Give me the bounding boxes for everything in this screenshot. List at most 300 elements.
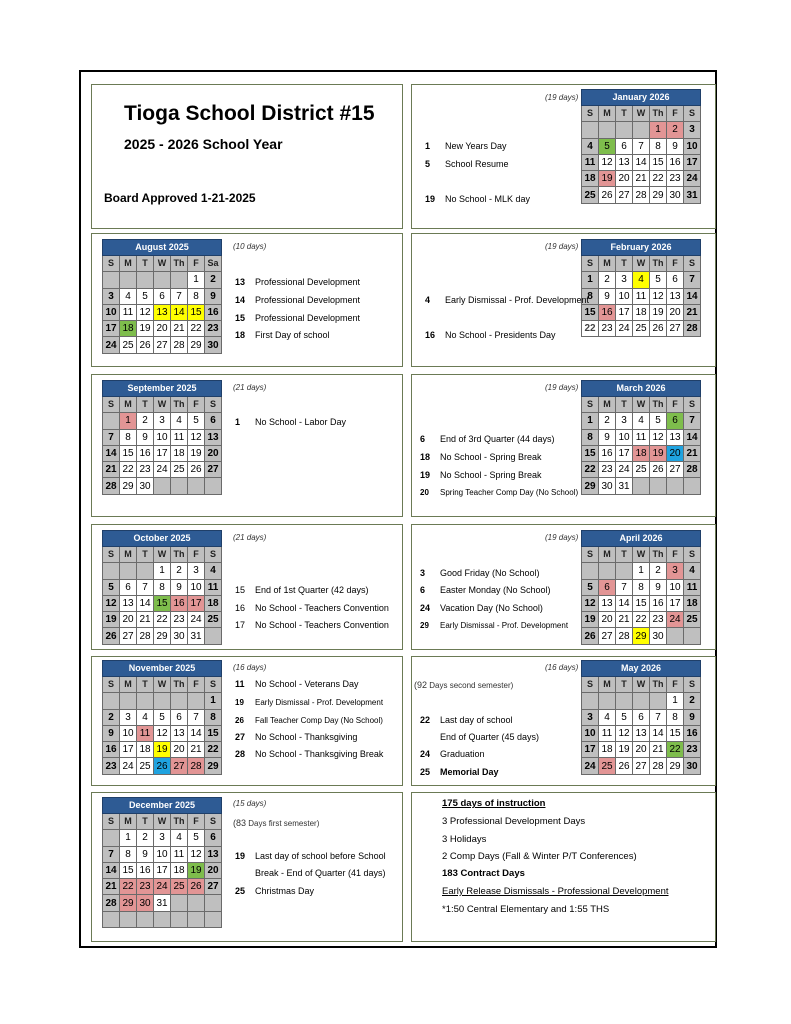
day-cell: 6 (120, 579, 137, 595)
event-day: 3 (420, 568, 426, 578)
weekday-header: F (667, 256, 684, 272)
day-cell: 26 (188, 462, 205, 478)
empty-cell (137, 272, 154, 288)
note-dec-num: (83 (233, 818, 247, 828)
weekday-header: Th (650, 397, 667, 413)
weekday-header: Th (650, 256, 667, 272)
day-cell: 13 (599, 595, 616, 611)
day-cell: 31 (188, 628, 205, 644)
day-cell: 2 (684, 693, 701, 709)
empty-cell (205, 895, 222, 911)
weekday-header: F (188, 256, 205, 272)
day-cell: 22 (188, 321, 205, 337)
day-cell: 24 (582, 758, 599, 774)
note-may-text: Days second semester) (429, 681, 514, 690)
event-apr (420, 585, 551, 596)
day-cell: 22 (582, 321, 599, 337)
day-cell: 8 (205, 709, 222, 725)
event-day: 5 (425, 159, 431, 169)
day-cell: 28 (103, 478, 120, 494)
day-cell: 9 (650, 579, 667, 595)
event-may (420, 749, 485, 760)
empty-cell (667, 478, 684, 494)
day-cell: 25 (171, 879, 188, 895)
day-cell: 17 (154, 445, 171, 461)
weekday-header: T (616, 397, 633, 413)
event-day: 18 (420, 452, 431, 462)
day-cell: 1 (154, 563, 171, 579)
day-cell: 28 (137, 628, 154, 644)
day-cell: 26 (650, 321, 667, 337)
board-approval: Board Approved 1-21-2025 (104, 191, 256, 205)
school-year: 2025 - 2026 School Year (124, 136, 283, 152)
weekday-header: S (103, 677, 120, 693)
day-cell: 1 (582, 413, 599, 429)
weekday-header: S (684, 256, 701, 272)
weekday-header: S (205, 547, 222, 563)
day-cell: 28 (684, 321, 701, 337)
day-cell: 22 (120, 879, 137, 895)
empty-cell (103, 413, 120, 429)
calendar-sep (102, 380, 222, 495)
note-may (414, 680, 513, 690)
day-cell: 11 (633, 429, 650, 445)
weekday-header: S (103, 814, 120, 830)
event-day: 19 (425, 194, 436, 204)
event-text: Christmas Day (255, 886, 315, 896)
calendar-jan (581, 89, 701, 204)
event-may (420, 732, 539, 743)
day-cell: 14 (633, 154, 650, 170)
event-dec (235, 868, 386, 879)
day-cell: 20 (667, 445, 684, 461)
day-cell: 12 (137, 304, 154, 320)
day-cell: 15 (582, 445, 599, 461)
day-cell: 8 (633, 579, 650, 595)
weekday-header: Sa (205, 256, 222, 272)
note-may-num: (92 (414, 680, 428, 690)
weekday-header: Th (650, 547, 667, 563)
day-cell: 28 (684, 462, 701, 478)
month-title-dec: December 2025 (103, 798, 222, 814)
day-cell: 23 (137, 879, 154, 895)
weekday-header: W (633, 547, 650, 563)
day-cell: 19 (650, 445, 667, 461)
weekday-header: W (154, 814, 171, 830)
day-cell: 1 (205, 693, 222, 709)
day-cell: 27 (667, 462, 684, 478)
empty-cell (120, 911, 137, 927)
day-cell: 21 (137, 612, 154, 628)
event-feb (425, 295, 589, 306)
weekday-header: M (120, 814, 137, 830)
event-apr (420, 568, 540, 579)
day-cell: 14 (137, 595, 154, 611)
day-cell: 1 (650, 122, 667, 138)
day-cell: 26 (188, 879, 205, 895)
day-cell: 27 (120, 628, 137, 644)
event-text: School Resume (445, 159, 509, 169)
day-cell: 19 (582, 612, 599, 628)
day-cell: 9 (667, 138, 684, 154)
day-cell: 2 (103, 709, 120, 725)
summary-pd: 3 Professional Development Days (442, 816, 586, 827)
day-cell: 13 (667, 429, 684, 445)
count-mar: (19 days) (545, 383, 579, 392)
empty-cell (120, 272, 137, 288)
day-cell: 2 (599, 413, 616, 429)
weekday-header: S (103, 397, 120, 413)
day-cell: 27 (154, 337, 171, 353)
day-cell: 17 (616, 445, 633, 461)
calendar-oct (102, 530, 222, 645)
day-cell: 17 (616, 304, 633, 320)
empty-cell (171, 911, 188, 927)
day-cell: 22 (205, 742, 222, 758)
event-day: 6 (420, 585, 426, 595)
day-cell: 12 (154, 725, 171, 741)
weekday-header: Th (650, 106, 667, 122)
event-text: Professional Development (255, 313, 361, 323)
day-cell: 3 (120, 709, 137, 725)
day-cell: 22 (154, 612, 171, 628)
weekday-header: Th (171, 547, 188, 563)
day-cell: 25 (633, 321, 650, 337)
day-cell: 5 (650, 272, 667, 288)
day-cell: 29 (633, 628, 650, 644)
day-cell: 9 (205, 288, 222, 304)
day-cell: 20 (616, 171, 633, 187)
day-cell: 5 (616, 709, 633, 725)
event-day: 17 (235, 620, 246, 630)
weekday-header: S (684, 547, 701, 563)
weekday-header: W (633, 677, 650, 693)
day-cell: 22 (633, 612, 650, 628)
count-oct: (21 days) (233, 533, 267, 542)
weekday-header: T (137, 677, 154, 693)
day-cell: 10 (120, 725, 137, 741)
day-cell: 26 (650, 462, 667, 478)
day-cell: 16 (684, 725, 701, 741)
weekday-header: M (599, 256, 616, 272)
day-cell: 19 (103, 612, 120, 628)
day-cell: 9 (137, 846, 154, 862)
weekday-header: S (582, 106, 599, 122)
day-cell: 4 (684, 563, 701, 579)
month-title-feb: February 2026 (582, 240, 701, 256)
day-cell: 21 (103, 879, 120, 895)
weekday-header: W (633, 256, 650, 272)
empty-cell (633, 693, 650, 709)
day-cell: 30 (599, 478, 616, 494)
calendar-may (581, 660, 701, 775)
day-cell: 21 (616, 612, 633, 628)
empty-cell (205, 478, 222, 494)
day-cell: 15 (650, 154, 667, 170)
weekday-header: S (684, 106, 701, 122)
day-cell: 27 (616, 187, 633, 203)
day-cell: 24 (616, 462, 633, 478)
day-cell: 14 (103, 862, 120, 878)
count-nov: (16 days) (233, 663, 267, 672)
event-day: 14 (235, 295, 246, 305)
empty-cell (684, 628, 701, 644)
empty-cell (103, 563, 120, 579)
day-cell: 6 (205, 830, 222, 846)
event-mar (420, 434, 555, 445)
event-text: No School - Labor Day (255, 417, 347, 427)
weekday-header: Th (171, 256, 188, 272)
day-cell: 25 (633, 462, 650, 478)
day-cell: 24 (154, 462, 171, 478)
day-cell: 25 (582, 187, 599, 203)
day-cell: 13 (667, 288, 684, 304)
empty-cell (188, 895, 205, 911)
day-cell: 19 (188, 862, 205, 878)
day-cell: 23 (599, 321, 616, 337)
event-may (420, 715, 513, 726)
event-text: No School - Spring Break (440, 452, 542, 462)
day-cell: 11 (120, 304, 137, 320)
event-text: Professional Development (255, 295, 361, 305)
day-cell: 18 (599, 742, 616, 758)
day-cell: 6 (667, 272, 684, 288)
day-cell: 4 (205, 563, 222, 579)
day-cell: 12 (103, 595, 120, 611)
day-cell: 27 (205, 462, 222, 478)
event-day: 6 (420, 434, 426, 444)
weekday-header: F (188, 677, 205, 693)
day-cell: 7 (137, 579, 154, 595)
day-cell: 17 (154, 862, 171, 878)
day-cell: 29 (120, 478, 137, 494)
empty-cell (120, 563, 137, 579)
day-cell: 3 (154, 830, 171, 846)
day-cell: 14 (171, 304, 188, 320)
day-cell: 8 (582, 429, 599, 445)
day-cell: 23 (599, 462, 616, 478)
weekday-header: S (205, 397, 222, 413)
day-cell: 6 (633, 709, 650, 725)
empty-cell (650, 693, 667, 709)
weekday-header: W (633, 106, 650, 122)
day-cell: 10 (154, 429, 171, 445)
day-cell: 2 (650, 563, 667, 579)
day-cell: 16 (137, 445, 154, 461)
weekday-header: T (137, 256, 154, 272)
month-title-mar: March 2026 (582, 381, 701, 397)
day-cell: 23 (205, 321, 222, 337)
day-cell: 11 (171, 429, 188, 445)
month-title-oct: October 2025 (103, 531, 222, 547)
event-day: 27 (235, 732, 246, 742)
day-cell: 23 (103, 758, 120, 774)
day-cell: 11 (205, 579, 222, 595)
event-text: Professional Development (255, 277, 361, 287)
day-cell: 7 (103, 429, 120, 445)
day-cell: 30 (205, 337, 222, 353)
day-cell: 23 (137, 462, 154, 478)
day-cell: 21 (684, 304, 701, 320)
day-cell: 13 (205, 429, 222, 445)
event-day: 15 (235, 585, 246, 595)
day-cell: 8 (120, 429, 137, 445)
event-jan (425, 159, 509, 170)
day-cell: 28 (616, 628, 633, 644)
day-cell: 30 (684, 758, 701, 774)
day-cell: 27 (205, 879, 222, 895)
empty-cell (103, 693, 120, 709)
day-cell: 9 (684, 709, 701, 725)
empty-cell (599, 122, 616, 138)
day-cell: 21 (650, 742, 667, 758)
event-apr (420, 603, 543, 614)
event-text: No School - Teachers Convention (255, 620, 389, 630)
day-cell: 8 (582, 288, 599, 304)
day-cell: 3 (154, 413, 171, 429)
empty-cell (205, 628, 222, 644)
day-cell: 17 (667, 595, 684, 611)
event-dec (235, 886, 314, 897)
day-cell: 18 (137, 742, 154, 758)
weekday-header: Th (650, 677, 667, 693)
day-cell: 21 (171, 321, 188, 337)
day-cell: 14 (650, 725, 667, 741)
count-aug: (10 days) (233, 242, 267, 251)
day-cell: 2 (137, 413, 154, 429)
empty-cell (667, 628, 684, 644)
day-cell: 27 (599, 628, 616, 644)
day-cell: 13 (205, 846, 222, 862)
empty-cell (171, 478, 188, 494)
event-aug (235, 295, 360, 306)
event-may (420, 767, 499, 778)
summary-holidays: 3 Holidays (442, 834, 487, 845)
day-cell: 5 (582, 579, 599, 595)
weekday-header: T (616, 106, 633, 122)
event-aug (235, 277, 360, 288)
day-cell: 3 (582, 709, 599, 725)
empty-cell (188, 693, 205, 709)
day-cell: 26 (599, 187, 616, 203)
day-cell: 24 (667, 612, 684, 628)
day-cell: 20 (171, 742, 188, 758)
day-cell: 11 (582, 154, 599, 170)
month-title-sep: September 2025 (103, 381, 222, 397)
day-cell: 6 (616, 138, 633, 154)
month-title-apr: April 2026 (582, 531, 701, 547)
day-cell: 4 (633, 272, 650, 288)
day-cell: 24 (120, 758, 137, 774)
day-cell: 20 (154, 321, 171, 337)
event-aug (235, 330, 330, 341)
empty-cell (120, 693, 137, 709)
event-text: Early Dismissal - Prof. Development (445, 295, 590, 305)
event-day: 24 (420, 749, 431, 759)
weekday-header: M (599, 547, 616, 563)
event-oct (235, 585, 369, 596)
day-cell: 1 (120, 830, 137, 846)
day-cell: 23 (171, 612, 188, 628)
day-cell: 14 (684, 429, 701, 445)
summary-panel (411, 792, 716, 942)
day-cell: 3 (188, 563, 205, 579)
weekday-header: T (616, 547, 633, 563)
event-day: 22 (420, 715, 431, 725)
empty-cell (171, 693, 188, 709)
day-cell: 10 (103, 304, 120, 320)
weekday-header: S (205, 677, 222, 693)
event-jan (425, 194, 530, 205)
empty-cell (616, 122, 633, 138)
event-nov (235, 715, 383, 726)
empty-cell (154, 478, 171, 494)
day-cell: 11 (171, 846, 188, 862)
day-cell: 18 (633, 304, 650, 320)
weekday-header: T (616, 677, 633, 693)
day-cell: 25 (684, 612, 701, 628)
weekday-header: M (120, 397, 137, 413)
day-cell: 11 (599, 725, 616, 741)
weekday-header: M (120, 256, 137, 272)
day-cell: 28 (188, 758, 205, 774)
day-cell: 18 (171, 445, 188, 461)
event-day: 4 (425, 295, 431, 305)
event-text: End of 1st Quarter (42 days) (255, 585, 369, 595)
day-cell: 22 (120, 462, 137, 478)
empty-cell (633, 122, 650, 138)
note-dec-text: Days first semester) (248, 819, 320, 828)
day-cell: 12 (650, 288, 667, 304)
day-cell: 16 (171, 595, 188, 611)
day-cell: 20 (120, 612, 137, 628)
day-cell: 12 (616, 725, 633, 741)
event-mar (420, 470, 542, 481)
day-cell: 29 (667, 758, 684, 774)
day-cell: 3 (103, 288, 120, 304)
month-title-nov: November 2025 (103, 661, 222, 677)
event-mar (420, 487, 578, 498)
day-cell: 28 (650, 758, 667, 774)
day-cell: 14 (616, 595, 633, 611)
event-day: 29 (420, 621, 429, 630)
event-text: Fall Teacher Comp Day (No School) (255, 716, 383, 725)
event-text: Easter Monday (No School) (440, 585, 551, 595)
weekday-header: S (205, 814, 222, 830)
event-nov (235, 732, 357, 743)
weekday-header: W (154, 397, 171, 413)
day-cell: 3 (616, 413, 633, 429)
empty-cell (633, 478, 650, 494)
day-cell: 16 (205, 304, 222, 320)
event-text: No School - MLK day (445, 194, 531, 204)
day-cell: 3 (684, 122, 701, 138)
event-day: 1 (425, 141, 431, 151)
day-cell: 5 (103, 579, 120, 595)
weekday-header: S (582, 397, 599, 413)
day-cell: 7 (171, 288, 188, 304)
day-cell: 4 (171, 830, 188, 846)
empty-cell (616, 563, 633, 579)
weekday-header: S (582, 677, 599, 693)
weekday-header: S (103, 256, 120, 272)
day-cell: 12 (188, 846, 205, 862)
day-cell: 7 (633, 138, 650, 154)
event-day: 19 (235, 698, 244, 707)
day-cell: 20 (205, 862, 222, 878)
day-cell: 12 (582, 595, 599, 611)
event-oct (235, 620, 389, 631)
